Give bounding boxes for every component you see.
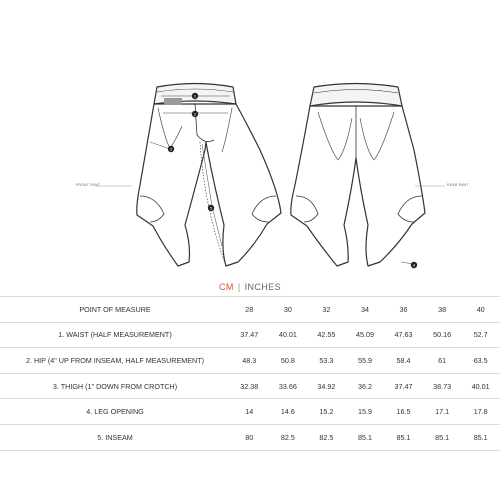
table-cell: 40.01 bbox=[269, 322, 308, 348]
marker-5 bbox=[208, 205, 214, 211]
row-label: 1. WAIST (HALF MEASUREMENT) bbox=[0, 322, 230, 348]
table-row-leg-opening bbox=[0, 399, 500, 425]
table-cell: 32.38 bbox=[230, 373, 269, 399]
table-cell: 16.5 bbox=[384, 399, 423, 425]
header-size: 38 bbox=[423, 297, 462, 323]
table-row-thigh bbox=[0, 373, 500, 399]
table-cell: 42.55 bbox=[307, 322, 346, 348]
table-cell: 63.5 bbox=[461, 348, 500, 374]
table-cell: 61 bbox=[423, 348, 462, 374]
table-row-waist bbox=[0, 322, 500, 348]
row-label: 4. LEG OPENING bbox=[0, 399, 230, 425]
header-size: 36 bbox=[384, 297, 423, 323]
header-size: 34 bbox=[346, 297, 385, 323]
marker-1 bbox=[192, 93, 198, 99]
marker-1-label: 1 bbox=[193, 93, 197, 99]
unit-inches-button[interactable]: INCHES bbox=[244, 282, 281, 292]
table-cell: 50.16 bbox=[423, 322, 462, 348]
table-cell: 33.66 bbox=[269, 373, 308, 399]
table-cell: 48.3 bbox=[230, 348, 269, 374]
table-cell: 17.1 bbox=[423, 399, 462, 425]
marker-5-label: 5 bbox=[209, 205, 213, 211]
header-point-of-measure: POINT OF MEASURE bbox=[0, 297, 230, 323]
row-label: 2. HIP (4" UP FROM INSEAM, HALF MEASUREMENT) bbox=[0, 348, 230, 374]
table-cell: 34.92 bbox=[307, 373, 346, 399]
table-header-row bbox=[0, 297, 500, 323]
header-size: 30 bbox=[269, 297, 308, 323]
table-cell: 82.5 bbox=[307, 424, 346, 450]
unit-toggle bbox=[0, 282, 500, 292]
header-size: 32 bbox=[307, 297, 346, 323]
row-label: 5. INSEAM bbox=[0, 424, 230, 450]
table-cell: 14.6 bbox=[269, 399, 308, 425]
table-cell: 55.9 bbox=[346, 348, 385, 374]
table-cell: 40.01 bbox=[461, 373, 500, 399]
table-cell: 52.7 bbox=[461, 322, 500, 348]
table-cell: 80 bbox=[230, 424, 269, 450]
table-row-inseam bbox=[0, 424, 500, 450]
table-cell: 15.2 bbox=[307, 399, 346, 425]
table-cell: 45.09 bbox=[346, 322, 385, 348]
table-cell: 17.8 bbox=[461, 399, 500, 425]
table-cell: 58.4 bbox=[384, 348, 423, 374]
table-cell: 85.1 bbox=[384, 424, 423, 450]
table-cell: 50.8 bbox=[269, 348, 308, 374]
table-cell: 53.3 bbox=[307, 348, 346, 374]
table-cell: 15.9 bbox=[346, 399, 385, 425]
table-cell: 14 bbox=[230, 399, 269, 425]
table-cell: 47.63 bbox=[384, 322, 423, 348]
size-chart-table bbox=[0, 296, 500, 451]
table-cell: 38.73 bbox=[423, 373, 462, 399]
unit-cm-button[interactable]: CM bbox=[219, 282, 234, 292]
table-row-hip bbox=[0, 348, 500, 374]
table-cell: 37.47 bbox=[384, 373, 423, 399]
row-label: 3. THIGH (1" DOWN FROM CROTCH) bbox=[0, 373, 230, 399]
rear-view-label: REAR PANT bbox=[447, 183, 469, 187]
marker-3-label: 3 bbox=[169, 146, 173, 152]
header-size: 28 bbox=[230, 297, 269, 323]
marker-4 bbox=[411, 262, 417, 268]
table-cell: 85.1 bbox=[423, 424, 462, 450]
header-size: 40 bbox=[461, 297, 500, 323]
table-cell: 85.1 bbox=[461, 424, 500, 450]
table-cell: 82.5 bbox=[269, 424, 308, 450]
table-cell: 85.1 bbox=[346, 424, 385, 450]
front-view-label: FRONT PANT bbox=[76, 183, 101, 187]
marker-4-label: 4 bbox=[412, 262, 416, 268]
marker-2-label: 2 bbox=[193, 111, 197, 117]
unit-separator: | bbox=[237, 282, 241, 292]
table-cell: 36.2 bbox=[346, 373, 385, 399]
marker-2 bbox=[192, 111, 198, 117]
table-cell: 37.47 bbox=[230, 322, 269, 348]
marker-3 bbox=[168, 146, 174, 152]
